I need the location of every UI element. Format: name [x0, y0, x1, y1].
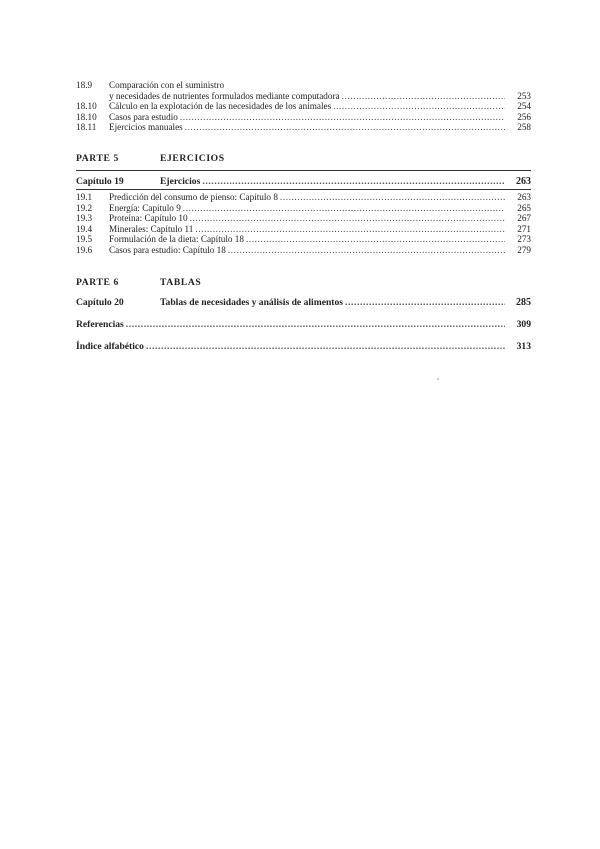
chapter-title: Ejercicios	[160, 176, 201, 187]
entry-page: 279	[517, 245, 531, 255]
entry-line	[76, 341, 531, 352]
entry-line	[160, 176, 531, 187]
leader-dots	[342, 91, 505, 102]
entry-number: 19.6	[76, 245, 93, 255]
entry-page: 253	[517, 90, 531, 101]
indice-title: Índice alfabético	[76, 341, 144, 352]
entry-line	[109, 224, 531, 235]
entry-line	[109, 91, 531, 102]
entry-page: 258	[517, 122, 531, 133]
entry-line	[109, 203, 531, 214]
entry-number: 19.5	[76, 234, 93, 245]
referencias-page: 309	[516, 319, 531, 330]
entry-title: Proteína: Capítulo 10	[109, 213, 188, 224]
scan-speck	[437, 378, 439, 380]
part-title: EJERCICIOS	[160, 153, 225, 164]
entry-title: Casos para estudio	[109, 111, 178, 122]
chapter-page: 285	[516, 297, 531, 308]
entry-line	[109, 101, 531, 112]
leader-dots	[146, 341, 505, 352]
entry-number: 18.9	[76, 80, 93, 90]
referencias-title: Referencias	[76, 319, 124, 330]
entry-title: Energía: Capítulo 9	[109, 202, 181, 213]
leader-dots	[180, 112, 505, 123]
entry-number: 18.10	[76, 111, 97, 122]
part-label: PARTE 5	[76, 153, 119, 164]
entry-title: Casos para estudio: Capítulo 18	[109, 245, 226, 255]
section-rule	[76, 170, 531, 171]
entry-number: 18.11	[76, 122, 97, 133]
leader-dots	[183, 203, 505, 214]
leader-dots	[195, 224, 505, 235]
entry-line	[109, 122, 531, 133]
entry-line	[109, 245, 531, 256]
entry-number: 19.2	[76, 202, 93, 213]
entry-line	[109, 234, 531, 245]
chapter-label: Capítulo 20	[76, 297, 124, 308]
entry-number: 19.4	[76, 223, 93, 234]
entry-number: 19.3	[76, 213, 93, 224]
entry-page: 254	[517, 101, 531, 111]
entry-line	[109, 112, 531, 123]
entry-number: 18.10	[76, 101, 97, 111]
leader-dots	[190, 213, 505, 224]
leader-dots	[228, 245, 505, 256]
entry-line	[109, 80, 531, 91]
entry-page: 267	[517, 213, 531, 224]
part-label: PARTE 6	[76, 277, 119, 288]
entry-line	[109, 213, 531, 224]
entry-title: Formulación de la dieta: Capítulo 18	[109, 234, 244, 245]
entry-title: Comparación con el suministro	[109, 80, 225, 90]
entry-page: 271	[517, 223, 531, 234]
part-title: TABLAS	[160, 277, 202, 288]
leader-dots	[246, 234, 505, 245]
chapter-page: 263	[516, 176, 531, 187]
indice-entry	[76, 341, 531, 352]
entry-page: 273	[517, 234, 531, 245]
entry-title: Minerales: Capítulo 11	[109, 223, 194, 234]
entry-line	[109, 192, 531, 203]
entry-line	[76, 319, 531, 330]
leader-dots	[345, 297, 505, 308]
referencias-entry	[76, 319, 531, 330]
entry-title: Predicción del consumo de pienso: Capítulo 8	[109, 192, 278, 202]
entry-title: y necesidades de nutrientes formulados mediante computadora	[109, 90, 340, 101]
entry-page: 263	[517, 192, 531, 202]
leader-dots	[333, 101, 505, 112]
entry-line	[160, 297, 531, 308]
chapter-title: Tablas de necesidades y análisis de alimentos	[160, 297, 344, 308]
leader-dots	[126, 319, 505, 330]
leader-dots	[185, 122, 505, 133]
entry-page: 265	[517, 202, 531, 213]
entry-page: 256	[517, 111, 531, 122]
indice-page: 313	[516, 341, 531, 352]
entry-title: Cálculo en la explotación de las necesidades de los animales	[109, 101, 332, 111]
chapter-label: Capítulo 19	[76, 176, 124, 187]
entry-title: Ejercicios manuales	[109, 122, 183, 133]
leader-dots	[202, 176, 505, 187]
section-rule	[76, 189, 531, 190]
entry-number: 19.1	[76, 192, 93, 202]
leader-dots	[280, 192, 505, 203]
